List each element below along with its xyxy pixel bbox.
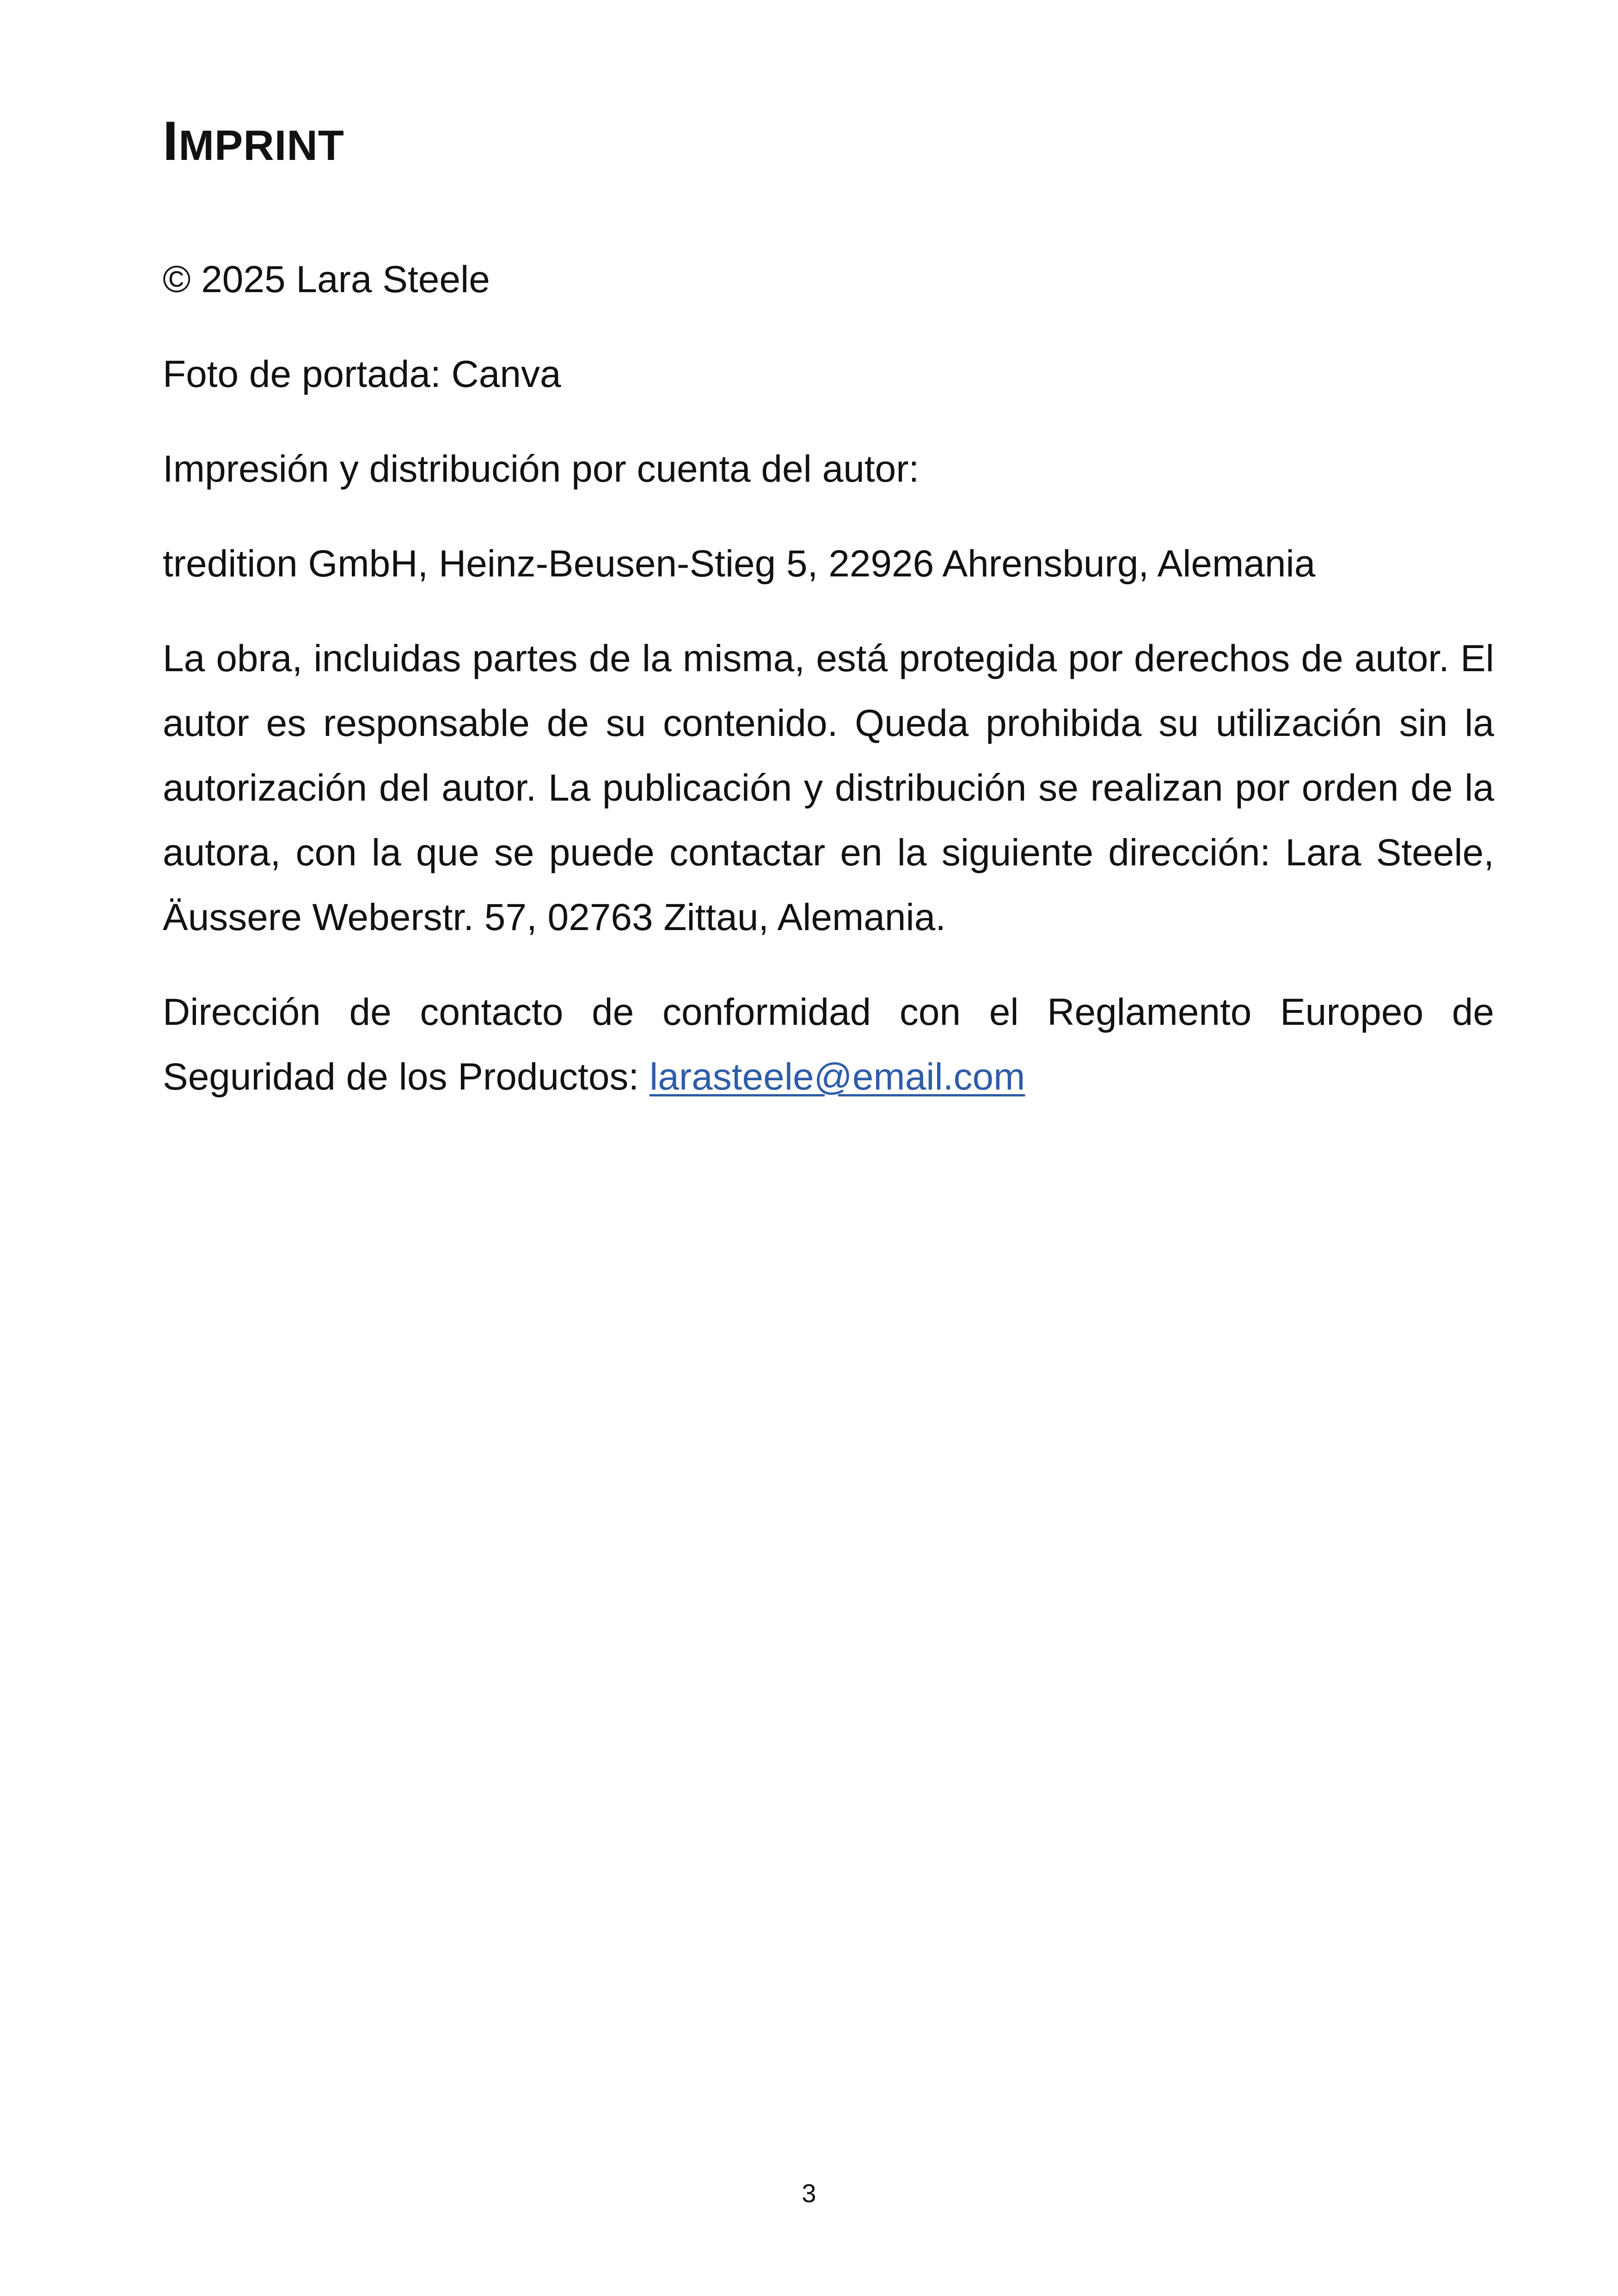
publisher-address: tredition GmbH, Heinz-Beusen-Stieg 5, 22926 Ahrensburg, Alemania — [163, 543, 1316, 585]
contact-paragraph — [163, 980, 1494, 1109]
contact-email-link[interactable]: larasteele@email.com — [650, 1056, 1025, 1098]
rights-paragraph: La obra, incluidas partes de la misma, está protegida por derechos de autor. El autor es responsable de su contenido. Queda prohibida su utilización sin la autorización del autor. La publicación y distribución se realizan por orden de la autora, con la que se puede contactar en la siguiente dirección: Lara Steele, Äussere Weberstr. 57, 02763 Zittau, Alemania. — [163, 637, 1494, 938]
copyright-line: © 2025 Lara Steele — [163, 258, 490, 300]
contact-text: Dirección de contacto de conformidad con el Reglamento Europeo de Seguridad de los Productos: — [163, 991, 1494, 1098]
title-rest: MPRINT — [178, 122, 344, 169]
cover-photo-credit: Foto de portada: Canva — [163, 353, 561, 395]
printing-note: Impresión y distribución por cuenta del autor: — [163, 448, 919, 490]
title-initial: I — [163, 110, 179, 172]
page-title — [163, 106, 1494, 180]
page-number: 3 — [802, 2179, 816, 2208]
imprint-content — [163, 106, 1494, 1109]
